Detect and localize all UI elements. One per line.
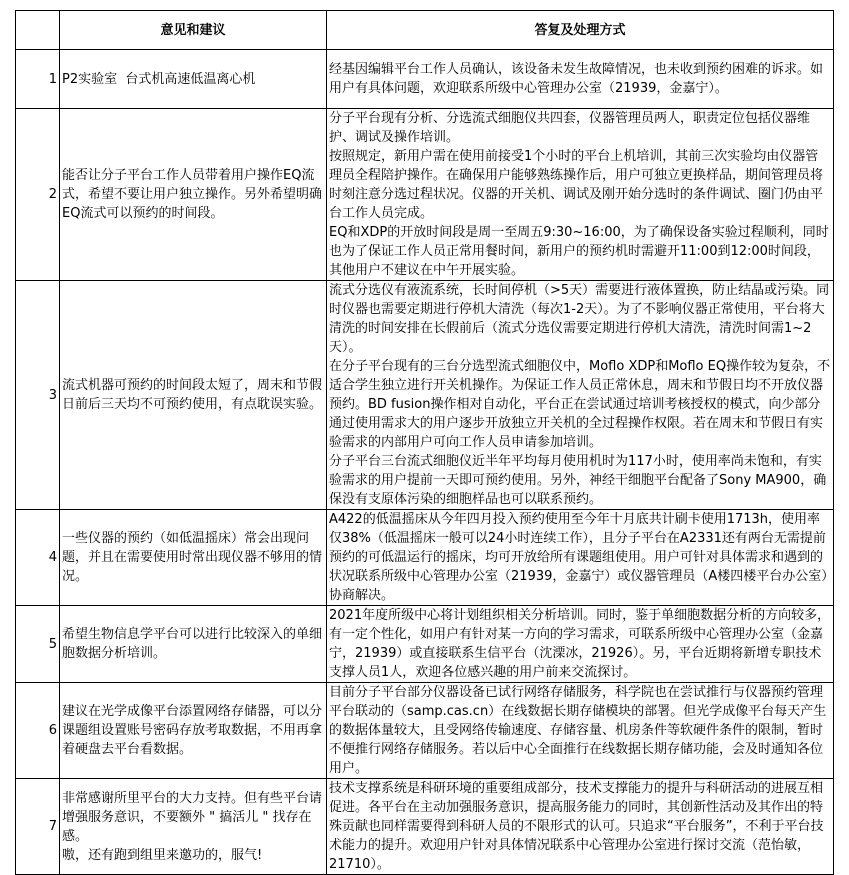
answer-cell (327, 510, 834, 606)
answer-paragraph: A422的低温摇床从今年四月投入预约使用至今年十月底共计刷卡使用1713h，使用率仅38%（低温摇床一般可以24小时连续工作），且分子平台在A2331还有两台无需提前预约的可低温运行的摇床，均可开放给所有课题组使用。用户可针对具体需求和遇到的状况联系所级中心管理办公室（21939，金嘉宁）或仪器管理员（A楼四楼平台办公室）协商解决。 (329, 512, 828, 603)
answer-paragraph: EQ和XDP的开放时间段是周一至周五9:30~16:00，为了确保设备实验过程顺利，同时也为了保证工作人员正常用餐时间，新用户的预约机时需避开11:00到12:00时间段，其他用户不建议在中午开展实验。 (329, 225, 829, 278)
answer-paragraph: 分子平台三台流式细胞仪近半年平均每月使用机时为117小时，使用率尚未饱和，有实验需求的用户提前一天即可预约使用。另外，神经干细胞平台配备了Sony MA900，确保没有支原体污染的细胞样品也可以联系预约。 (329, 454, 827, 507)
answer-cell (327, 50, 834, 109)
header-number (16, 11, 60, 50)
feedback-table (15, 10, 834, 875)
suggestion-cell: 希望生物信息学平台可以进行比较深入的单细胞数据分析培训。 (60, 606, 327, 683)
suggestion-cell: 流式机器可预约的时间段太短了，周末和节假日前后三天均不可预约使用，有点耽误实验。 (60, 281, 327, 510)
row-number: 1 (16, 50, 60, 109)
table-row (16, 109, 834, 281)
header-suggestion: 意见和建议 (60, 11, 327, 50)
answer-cell (327, 606, 834, 683)
answer-paragraph: 技术支撑系统是科研环境的重要组成部分，技术支撑能力的提升与科研活动的进展互相促进。各平台在主动加强服务意识，提高服务能力的同时，其创新性活动及其作出的特殊贡献也同样需要得到科研人员的不限形式的认可。只追求“平台服务”，不利于平台技术能力的提升。欢迎用户针对具体情况联系中心管理办公室进行探讨交流（范怡敏，21710）。 (329, 781, 824, 872)
suggestion-cell: 能否让分子平台工作人员带着用户操作EQ流式，希望不要让用户独立操作。另外希望明确EQ流式可以预约的时间段。 (60, 109, 327, 281)
answer-paragraph: 经基因编辑平台工作人员确认，该设备未发生故障情况，也未收到预约困难的诉求。如用户有具体问题，欢迎联系所级中心管理办公室（21939，金嘉宁）。 (329, 62, 824, 96)
answer-cell (327, 779, 834, 875)
answer-cell (327, 683, 834, 779)
row-number: 7 (16, 779, 60, 875)
table-row (16, 281, 834, 510)
table-row (16, 779, 834, 875)
suggestion-cell: 一些仪器的预约（如低温摇床）常会出现问题，并且在需要使用时常出现仪器不够用的情况。 (60, 510, 327, 606)
table-row (16, 683, 834, 779)
answer-paragraph: 目前分子平台部分仪器设备已试行网络存储服务，科学院也在尝试推行与仪器预约管理平台联动的（samp.cas.cn）在线数据长期存储模块的部署。但光学成像平台每天产生的数据体量较大，且受网络传输速度、存储容量、机房条件等软硬件条件的限制，暂时不便推行网络存储服务。若以后中心全面推行在线数据长期存储功能，会及时通知各位用户。 (329, 685, 827, 776)
row-number: 2 (16, 109, 60, 281)
row-number: 5 (16, 606, 60, 683)
row-number: 3 (16, 281, 60, 510)
answer-paragraph: 按照规定，新用户需在使用前接受1个小时的平台上机培训，其前三次实验均由仪器管理员全程陪护操作。在确保用户能够熟练操作后，用户可独立更换样品，期间管理员将时刻注意分选过程状况。仪器的开关机、调试及刚开始分选时的条件调试、圈门仍由平台工作人员完成。 (329, 149, 824, 221)
header-answer: 答复及处理方式 (327, 11, 834, 50)
table-header-row (16, 11, 834, 50)
answer-paragraph: 分子平台现有分析、分选流式细胞仪共四套，仪器管理员两人，职责定位包括仪器维护、调试及操作培训。 (329, 111, 811, 145)
table-row (16, 50, 834, 109)
answer-paragraph: 在分子平台现有的三台分选型流式细胞仪中，Moflo XDP和Moflo EQ操作较为复杂，不适合学生独立进行开关机操作。为保证工作人员正常休息，周末和节假日均不开放仪器预约。BD fusion操作相对自动化，平台正在尝试通过培训考核授权的模式，向少部分通过使用需求大的用户逐步开放独立开关机的全过程操作权限。若在周末和节假日有实验需求的内部用户可向工作人员申请参加培训。 (329, 359, 831, 450)
answer-paragraph: 2021年度所级中心将计划组织相关分析培训。同时，鉴于单细胞数据分析的方向较多，有一定个性化，如用户有针对某一方向的学习需求，可联系所级中心管理办公室（金嘉宁，21939）或直接联系生信平台（沈溧冰，21926）。另，平台近期将新增专职技术支撑人员1人，欢迎各位感兴趣的用户前来交流探讨。 (329, 608, 831, 680)
row-number: 6 (16, 683, 60, 779)
table-body (16, 50, 834, 875)
answer-paragraph: 流式分选仪有液流系统，长时间停机（>5天）需要进行液体置换，防止结晶或污染。同时仪器也需要定期进行停机大清洗（每次1-2天）。为了不影响仪器正常使用，平台将大清洗的时间安排在长假前后（流式分选仪需要定期进行停机大清洗，清洗时间需1~2天）。 (329, 283, 830, 355)
suggestion-cell: 建议在光学成像平台添置网络存储器，可以分课题组设置账号密码存放考取数据，不用再拿着硬盘去平台看数据。 (60, 683, 327, 779)
answer-cell (327, 109, 834, 281)
table-row (16, 510, 834, 606)
suggestion-cell: P2实验室 台式机高速低温离心机 (60, 50, 327, 109)
table-row (16, 606, 834, 683)
row-number: 4 (16, 510, 60, 606)
answer-cell (327, 281, 834, 510)
suggestion-cell: 非常感谢所里平台的大力支持。但有些平台请增强服务意识，不要额外 " 搞活儿 " 找存在感。 嗷，还有跑到组里来邀功的，服气! (60, 779, 327, 875)
